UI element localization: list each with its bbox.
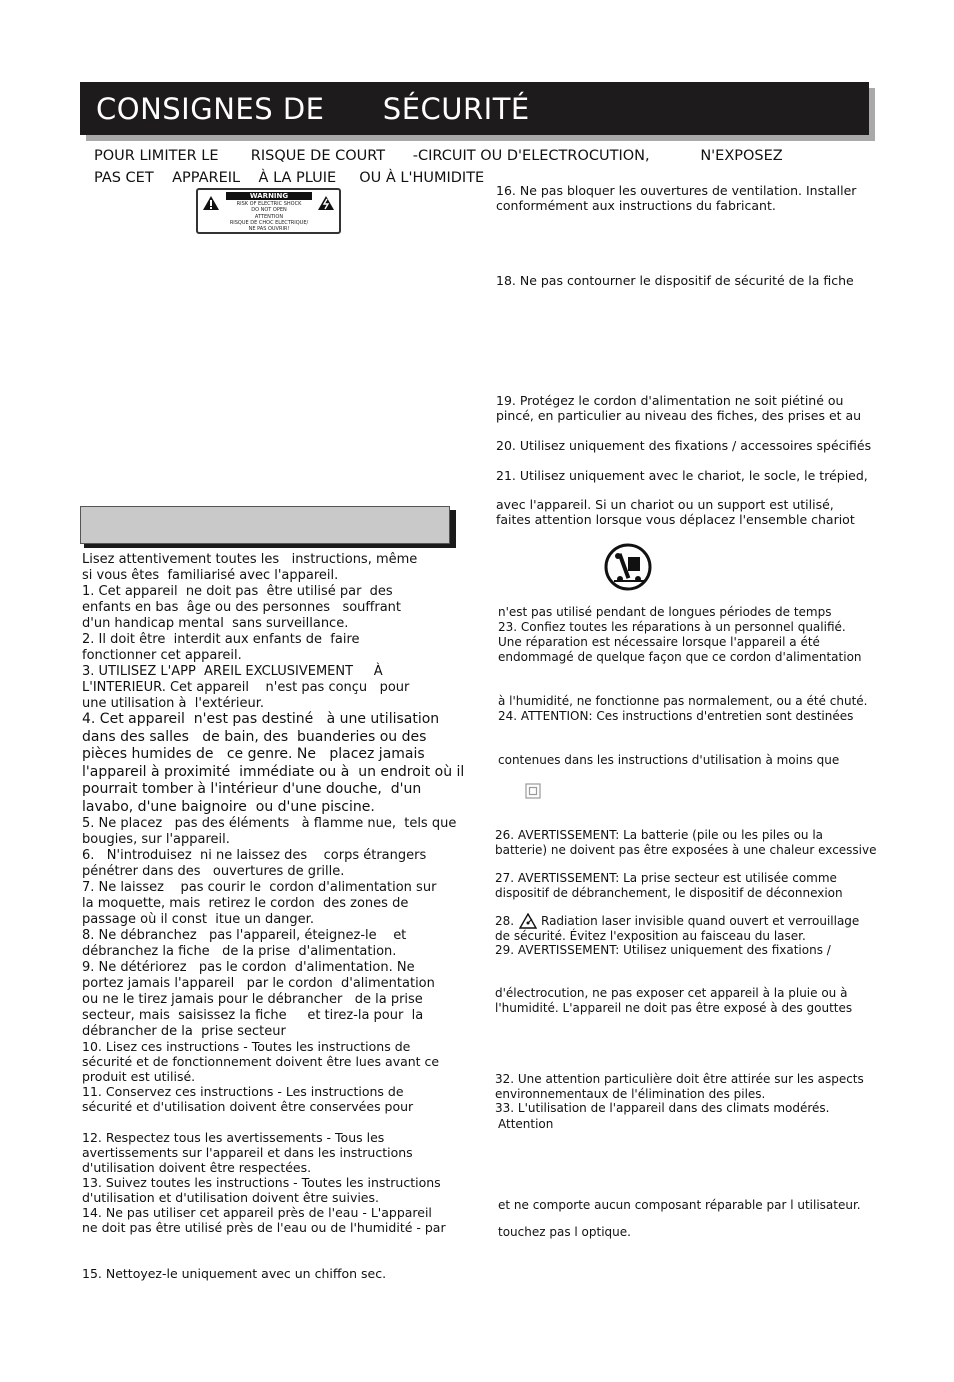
section-bar-shadow [84,544,456,548]
warning-label [196,188,341,234]
text-line: pénétrer dans des ouvertures de grille. [82,864,345,879]
electric-warning-triangle-icon [202,195,220,211]
text-line: 6. N'introduisez ni ne laissez des corps étrangers [82,848,427,863]
text-line: faites attention lorsque vous déplacez l'ensemble chariot [496,512,855,527]
text-line: dispositif de débranchement, le dispositif de déconnexion [495,886,843,900]
text-line: bougies, sur l'appareil. [82,832,230,847]
text-line: 18. Ne pas contourner le dispositif de sécurité de la fiche [496,273,854,288]
section-banner [80,82,869,135]
text-line: n'est pas utilisé pendant de longues périodes de temps [498,605,832,619]
warning-label-line: ATTENTION [254,214,284,220]
text-line: 29. AVERTISSEMENT: Utilisez uniquement des fixations / [495,943,831,957]
text-line: ou ne le tirez jamais pour le débrancher de la prise [82,992,423,1007]
text-line: et ne comporte aucun composant réparable par l utilisateur. [498,1198,861,1212]
text-line: 3. UTILISEZ L'APP AREIL EXCLUSIVEMENT À [82,664,383,679]
lightning-warning-triangle-icon [317,195,335,211]
text-line: 4. Cet appareil n'est pas destiné à une utilisation [82,711,440,727]
laser-warning-icon [519,913,537,929]
text-line: l'appareil à proximité immédiate ou à un endroit où il [82,764,465,780]
text-line: portez jamais l'appareil par le cordon d'alimentation [82,976,435,991]
text-line: d'utilisation et d'utilisation doivent être suivies. [82,1190,379,1205]
shock-warning-line-1: POUR LIMITER LE RISQUE DE COURT -CIRCUIT OU D'ELECTROCUTION, N'EXPOSEZ [94,148,783,164]
text-line: contenues dans les instructions d'utilisation à moins que [498,753,840,767]
text-line: Attention [498,1117,554,1131]
warning-label-line: RISQUE DE CHOC ELECTRIQUE/ [229,220,309,226]
text-line: 27. AVERTISSEMENT: La prise secteur est utilisée comme [495,871,837,885]
text-line: 12. Respectez tous les avertissements - Tous les [82,1130,385,1145]
text-line: sécurité et de fonctionnement doivent être lues avant ce [82,1054,440,1069]
text-line: touchez pas l optique. [498,1225,631,1239]
text-line: 1. Cet appareil ne doit pas être utilisé par des [82,584,393,599]
text-line: 15. Nettoyez-le uniquement avec un chiffon sec. [82,1266,387,1281]
text-line: à l'humidité, ne fonctionne pas normalement, ou a été chuté. [498,694,868,708]
section-bar [80,506,450,544]
text-line: sécurité et d'utilisation doivent être conservées pour [82,1099,414,1114]
text-line: Une réparation est nécessaire lorsque l'appareil a été [498,635,820,649]
text-line: avec l'appareil. Si un chariot ou un support est utilisé, [496,497,834,512]
text-line: pièces humides de ce genre. Ne placez jamais [82,746,425,762]
text-line: l'humidité. L'appareil ne doit pas être exposé à des gouttes [495,1001,853,1015]
text-line: 26. AVERTISSEMENT: La batterie (pile ou les piles ou la [495,828,824,842]
text-line: 20. Utilisez uniquement des fixations / accessoires spécifiés [496,438,872,453]
text-line: si vous êtes familiarisé avec l'appareil. [82,568,339,583]
text-line: 21. Utilisez uniquement avec le chariot, le socle, le trépied, [496,468,868,483]
text-line: dans des salles de bain, des buanderies ou des [82,729,427,745]
text-line: fonctionner cet appareil. [82,648,242,663]
text-line: avertissements sur l'appareil et dans les instructions [82,1145,413,1160]
page-title: CONSIGNES DE SÉCURITÉ [96,92,530,126]
text-line: 32. Une attention particulière doit être attirée sur les aspects [495,1072,864,1086]
text-line: produit est utilisé. [82,1069,196,1084]
text-line: lavabo, d'une baignoire ou d'une piscine. [82,799,375,815]
text-line: ne doit pas être utilisé près de l'eau ou de l'humidité - par [82,1220,446,1235]
text-line: 7. Ne laissez pas courir le cordon d'alimentation sur [82,880,437,895]
text-line: 2. Il doit être interdit aux enfants de faire [82,632,360,647]
text-line: pincé, en particulier au niveau des fiches, des prises et au [496,408,862,423]
text-line: pourrait tomber à l'intérieur d'une douche, d'un [82,781,422,797]
text-line: une utilisation à l'extérieur. [82,696,265,711]
warning-label-line: RISK OF ELECTRIC SHOCK [236,201,302,207]
text-line: débranchez la fiche de la prise d'alimentation. [82,944,397,959]
text-line: conformément aux instructions du fabricant. [496,198,776,213]
text-line: d'un handicap mental sans surveillance. [82,616,349,631]
text-line: passage où il const itue un danger. [82,912,314,927]
text-line: 9. Ne détériorez pas le cordon d'alimentation. Ne [82,960,415,975]
text-line: L'INTERIEUR. Cet appareil n'est pas conçu pour [82,680,410,695]
text-line: 33. L'utilisation de l'appareil dans des climats modérés. [495,1101,830,1115]
text-line: 16. Ne pas bloquer les ouvertures de ventilation. Installer [496,183,857,198]
text-line: 13. Suivez toutes les instructions - Toutes les instructions [82,1175,441,1190]
double-insulation-icon [525,783,541,799]
text-line: 5. Ne placez pas des éléments à flamme nue, tels que [82,816,457,831]
warning-label-head: WARNING [226,192,312,200]
text-line: d'utilisation doivent être respectées. [82,1160,312,1175]
text-line: 8. Ne débranchez pas l'appareil, éteignez-le et [82,928,407,943]
text-line: 14. Ne pas utiliser cet appareil près de l'eau - L'appareil [82,1205,432,1220]
text-line: Lisez attentivement toutes les instructions, même [82,552,418,567]
text-line: d'électrocution, ne pas exposer cet appareil à la pluie ou à [495,986,848,1000]
text-line: secteur, mais saisissez la fiche et tirez-la pour la [82,1008,424,1023]
text-line: 24. ATTENTION: Ces instructions d'entretien sont destinées [498,709,854,723]
text-line: batterie) ne doivent pas être exposées à une chaleur excessive [495,843,877,857]
text-line: environnementaux de l'élimination des piles. [495,1087,766,1101]
cart-warning-icon [604,543,652,591]
text-line: la moquette, mais retirez le cordon des zones de [82,896,409,911]
text-line: 23. Confiez toutes les réparations à un personnel qualifié. [498,620,846,634]
text-line: 10. Lisez ces instructions - Toutes les instructions de [82,1039,411,1054]
text-line: enfants en bas âge ou des personnes souffrant [82,600,402,615]
text-line: de sécurité. Évitez l'exposition au faisceau du laser. [495,929,806,943]
warning-label-line: NE PAS OUVRIR! [248,226,290,232]
text-line: Radiation laser invisible quand ouvert et verrouillage [541,914,860,928]
text-line: débrancher de la prise secteur [82,1024,286,1039]
warning-label-line: DO NOT OPEN [251,207,287,213]
text-line: 19. Protégez le cordon d'alimentation ne soit piétiné ou [496,393,844,408]
text-line: endommagé de quelque façon que ce cordon d'alimentation [498,650,862,664]
text-line: 28. [495,914,515,928]
text-line: 11. Conservez ces instructions - Les instructions de [82,1084,404,1099]
section-bar-shadow [450,510,456,548]
shock-warning-line-2: PAS CET APPAREIL À LA PLUIE OU À L'HUMIDITE [94,170,485,186]
